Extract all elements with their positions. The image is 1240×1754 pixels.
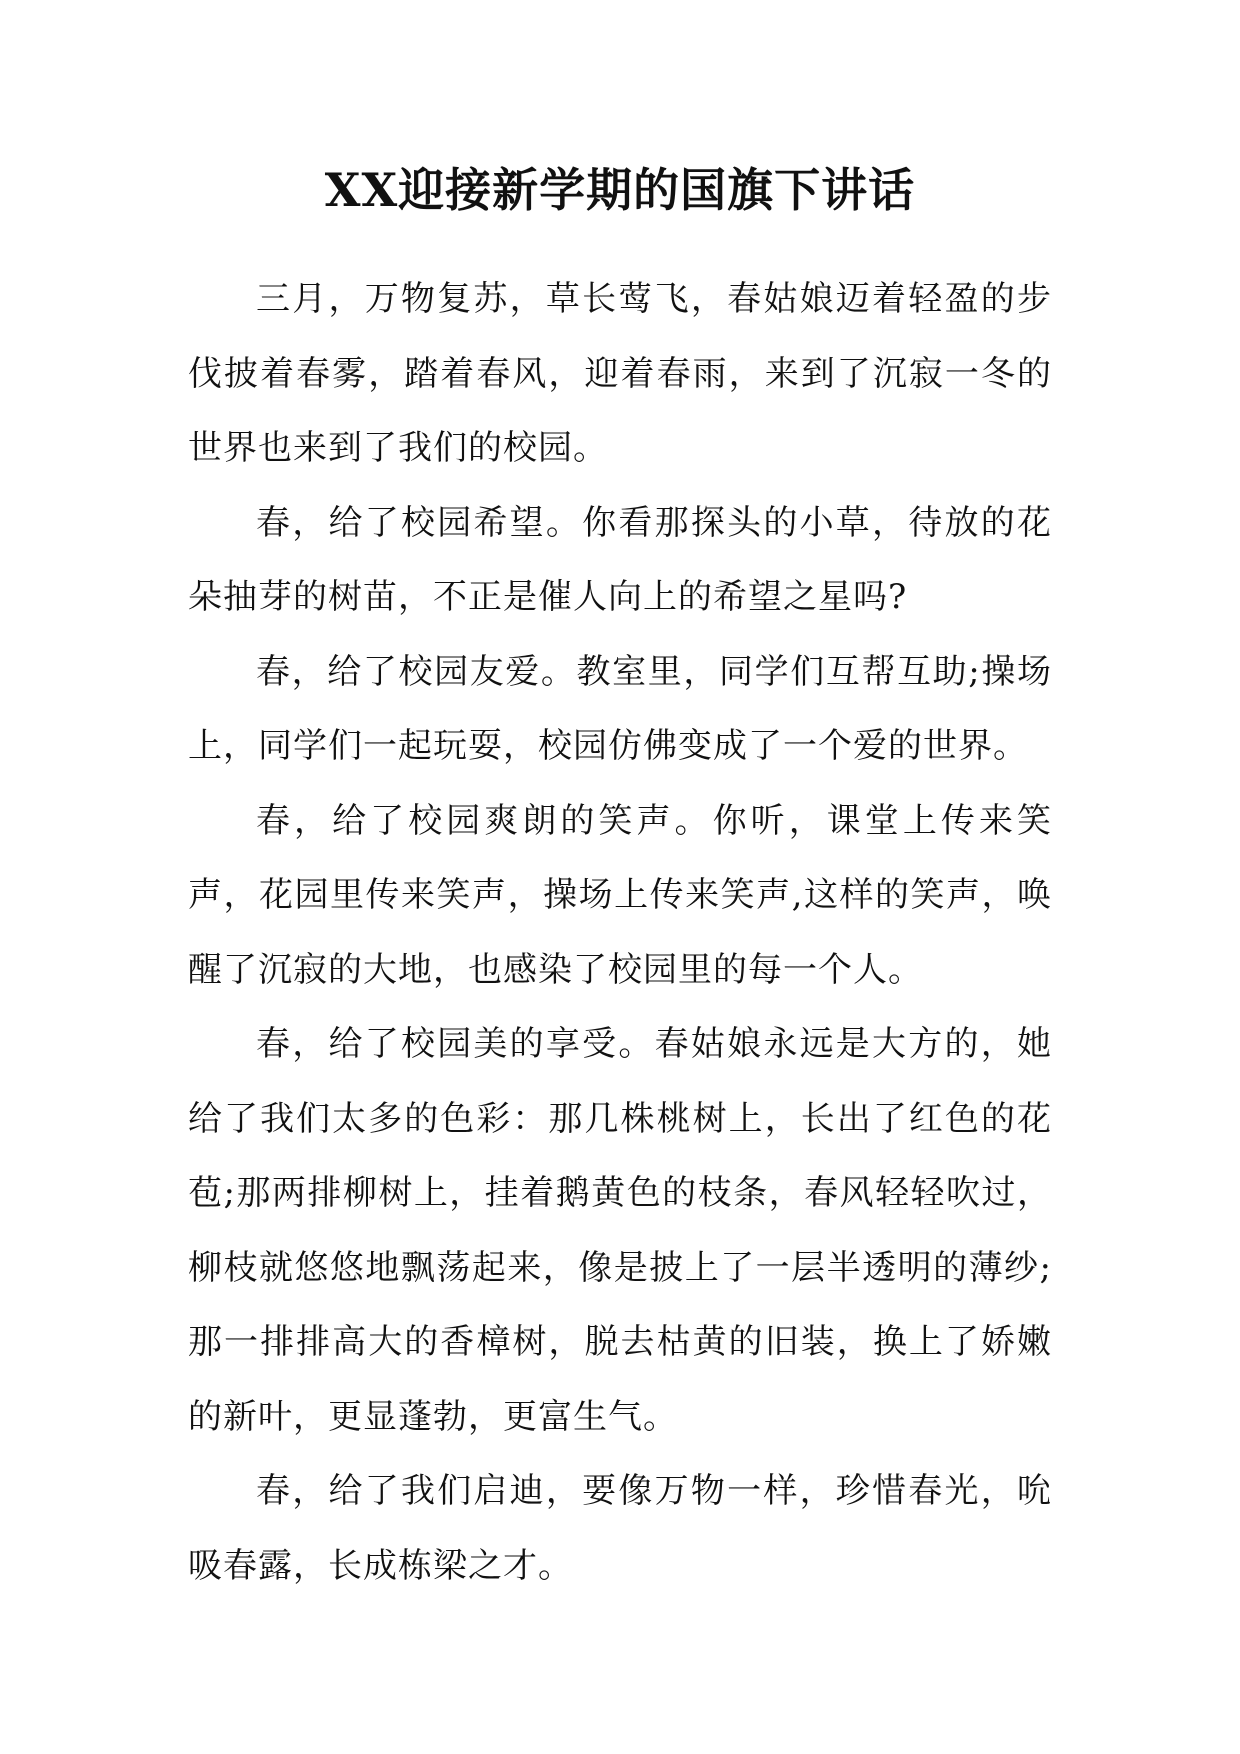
paragraph-3: 春，给了校园友爱。教室里，同学们互帮互助;操场上，同学们一起玩耍，校园仿佛变成了一个爱的世界。 bbox=[188, 651, 1052, 766]
document-body bbox=[188, 262, 1052, 1603]
paragraph-1: 三月，万物复苏，草长莺飞，春姑娘迈着轻盈的步伐披着春雾，踏着春风，迎着春雨，来到了沉寂一冬的世界也来到了我们的校园。 bbox=[188, 279, 1052, 468]
paragraph-4: 春，给了校园爽朗的笑声。你听，课堂上传来笑声，花园里传来笑声，操场上传来笑声,这样的笑声，唤醒了沉寂的大地，也感染了校园里的每一个人。 bbox=[188, 800, 1052, 990]
paragraph-6: 春，给了我们启迪，要像万物一样，珍惜春光，吮吸春露，长成栋梁之才。 bbox=[188, 1471, 1052, 1586]
document-title: XX迎接新学期的国旗下讲话 bbox=[324, 163, 916, 217]
paragraph-2: 春，给了校园希望。你看那探头的小草，待放的花朵抽芽的树苗，不正是催人向上的希望之星吗? bbox=[188, 502, 1052, 617]
paragraph-5: 春，给了校园美的享受。春姑娘永远是大方的，她给了我们太多的色彩：那几株桃树上，长出了红色的花苞;那两排柳树上，挂着鹅黄色的枝条，春风轻轻吹过，柳枝就悠悠地飘荡起来，像是披上了一层半透明的薄纱;那一排排高大的香樟树，脱去枯黄的旧装，换上了娇嫩的新叶，更显蓬勃，更富生气。 bbox=[188, 1024, 1052, 1437]
